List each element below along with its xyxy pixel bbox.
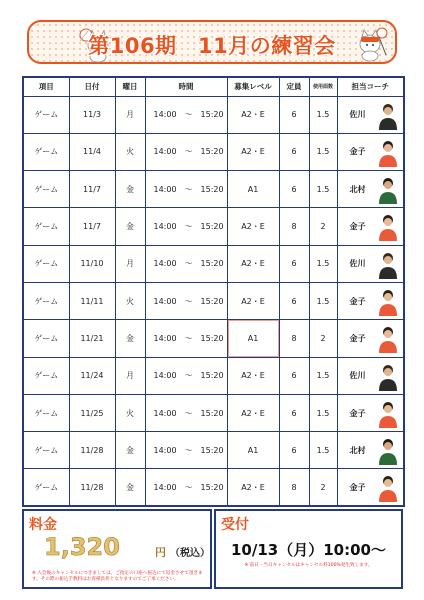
- table-header-row: [23, 77, 404, 96]
- cell-item: ゲーム: [23, 432, 69, 469]
- coach-name: 金子: [349, 482, 366, 492]
- cell-coach: [337, 282, 404, 319]
- cell-capacity: 6: [279, 282, 309, 319]
- cell-coach: [337, 208, 404, 245]
- cell-courts: 1.5: [309, 96, 337, 133]
- cell-day: 金: [115, 320, 145, 357]
- cell-courts: 2: [309, 320, 337, 357]
- col-header-item: 項目: [23, 77, 69, 96]
- cell-day: 火: [115, 133, 145, 170]
- cell-item: ゲーム: [23, 133, 69, 170]
- reception-note: ※ 前日・当日キャンセルはキャンセル料100%発生致します。: [244, 563, 373, 568]
- cell-level: A2・E: [227, 282, 279, 319]
- cell-level: A2・E: [227, 357, 279, 394]
- mascot-cat-right-icon: [355, 25, 389, 63]
- fee-note: ※ 入会後のキャンセルにつきましては、ご指定の口座へ振込にて返金させて頂きます。その際の振込手数料はお客様負担となりますのでご了承ください。: [32, 571, 203, 582]
- coach-name: 金子: [349, 147, 366, 157]
- cell-capacity: 8: [279, 208, 309, 245]
- coach-photo-icon: [377, 436, 399, 465]
- cell-date: 11/24: [69, 357, 115, 394]
- cell-time: 14:00 ～ 15:20: [145, 96, 227, 133]
- cell-time: 14:00 ～ 15:20: [145, 245, 227, 282]
- coach-name: 佐川: [349, 371, 366, 381]
- cell-level: A1: [227, 171, 279, 208]
- cell-day: 金: [115, 171, 145, 208]
- page-title: 第106期 11月の練習会: [88, 34, 336, 58]
- cell-day: 金: [115, 208, 145, 245]
- table-row: [23, 320, 404, 357]
- cell-courts: 1.5: [309, 171, 337, 208]
- table-row: [23, 432, 404, 469]
- cell-date: 11/28: [69, 432, 115, 469]
- cell-level: A1: [227, 432, 279, 469]
- coach-name: 金子: [349, 222, 366, 232]
- coach-name: 佐川: [349, 259, 366, 269]
- reception-datetime: 10/13（月）10:00～: [231, 541, 386, 559]
- cell-date: 11/7: [69, 208, 115, 245]
- cell-coach: [337, 432, 404, 469]
- cell-day: 金: [115, 469, 145, 506]
- coach-name: 金子: [349, 408, 366, 418]
- cell-courts: 2: [309, 208, 337, 245]
- reception-title: 受付: [221, 517, 249, 533]
- col-header-level: 募集レベル: [227, 77, 279, 96]
- cell-coach: [337, 96, 404, 133]
- col-header-coach: 担当コーチ: [337, 77, 404, 96]
- cell-coach: [337, 357, 404, 394]
- coach-photo-icon: [377, 138, 399, 167]
- cell-capacity: 6: [279, 394, 309, 431]
- schedule-table: [22, 76, 405, 507]
- table-row: [23, 96, 404, 133]
- cell-coach: [337, 394, 404, 431]
- coach-photo-icon: [377, 250, 399, 279]
- cell-date: 11/4: [69, 133, 115, 170]
- cell-capacity: 6: [279, 432, 309, 469]
- table-row: [23, 282, 404, 319]
- fee-box: [22, 509, 212, 589]
- cell-time: 14:00 ～ 15:20: [145, 282, 227, 319]
- cell-time: 14:00 ～ 15:20: [145, 394, 227, 431]
- cell-level: A2・E: [227, 394, 279, 431]
- cell-coach: [337, 469, 404, 506]
- table-row: [23, 133, 404, 170]
- cell-coach: [337, 133, 404, 170]
- cell-item: ゲーム: [23, 208, 69, 245]
- coach-photo-icon: [377, 175, 399, 204]
- col-header-courts: 使用面数: [309, 77, 337, 96]
- coach-photo-icon: [377, 324, 399, 353]
- coach-photo-icon: [377, 399, 399, 428]
- cell-time: 14:00 ～ 15:20: [145, 133, 227, 170]
- header-banner: [27, 20, 397, 64]
- cell-day: 火: [115, 282, 145, 319]
- cell-date: 11/21: [69, 320, 115, 357]
- cell-courts: 2: [309, 469, 337, 506]
- cell-capacity: 6: [279, 245, 309, 282]
- cell-date: 11/11: [69, 282, 115, 319]
- coach-name: 金子: [349, 333, 366, 343]
- fee-tax-label: （税込）: [170, 548, 210, 559]
- cell-day: 火: [115, 394, 145, 431]
- cell-time: 14:00 ～ 15:20: [145, 432, 227, 469]
- cell-item: ゲーム: [23, 282, 69, 319]
- cell-level: A2・E: [227, 133, 279, 170]
- cell-day: 月: [115, 245, 145, 282]
- table-row: [23, 469, 404, 506]
- table-row: [23, 171, 404, 208]
- coach-photo-icon: [377, 362, 399, 391]
- coach-name: 北村: [349, 184, 366, 194]
- cell-capacity: 6: [279, 357, 309, 394]
- col-header-capacity: 定員: [279, 77, 309, 96]
- table-row: [23, 357, 404, 394]
- fee-title: 料金: [29, 517, 57, 533]
- col-header-day: 曜日: [115, 77, 145, 96]
- coach-name: 金子: [349, 296, 366, 306]
- cell-time: 14:00 ～ 15:20: [145, 469, 227, 506]
- cell-coach: [337, 171, 404, 208]
- cell-day: 月: [115, 357, 145, 394]
- cell-item: ゲーム: [23, 245, 69, 282]
- coach-name: 北村: [349, 445, 366, 455]
- coach-name: 佐川: [349, 110, 366, 120]
- cell-item: ゲーム: [23, 171, 69, 208]
- cell-courts: 1.5: [309, 245, 337, 282]
- cell-date: 11/28: [69, 469, 115, 506]
- table-row: [23, 245, 404, 282]
- cell-time: 14:00 ～ 15:20: [145, 171, 227, 208]
- cell-capacity: 6: [279, 133, 309, 170]
- cell-item: ゲーム: [23, 357, 69, 394]
- cell-level: A2・E: [227, 245, 279, 282]
- cell-level: A2・E: [227, 469, 279, 506]
- cell-date: 11/25: [69, 394, 115, 431]
- table-row: [23, 208, 404, 245]
- cell-level: A2・E: [227, 96, 279, 133]
- cell-day: 月: [115, 96, 145, 133]
- cell-courts: 1.5: [309, 357, 337, 394]
- reception-box: [214, 509, 403, 589]
- cell-coach: [337, 320, 404, 357]
- fee-yen: 円: [155, 546, 166, 559]
- cell-date: 11/7: [69, 171, 115, 208]
- cell-item: ゲーム: [23, 96, 69, 133]
- cell-item: ゲーム: [23, 320, 69, 357]
- table-row: [23, 394, 404, 431]
- coach-photo-icon: [377, 212, 399, 241]
- cell-date: 11/3: [69, 96, 115, 133]
- cell-time: 14:00 ～ 15:20: [145, 320, 227, 357]
- cell-courts: 1.5: [309, 432, 337, 469]
- cell-courts: 1.5: [309, 394, 337, 431]
- cell-capacity: 8: [279, 469, 309, 506]
- cell-level: A2・E: [227, 208, 279, 245]
- cell-item: ゲーム: [23, 394, 69, 431]
- col-header-date: 日付: [69, 77, 115, 96]
- coach-photo-icon: [377, 287, 399, 316]
- cell-courts: 1.5: [309, 282, 337, 319]
- cell-day: 金: [115, 432, 145, 469]
- col-header-time: 時間: [145, 77, 227, 96]
- cell-capacity: 8: [279, 320, 309, 357]
- cell-time: 14:00 ～ 15:20: [145, 208, 227, 245]
- cell-item: ゲーム: [23, 469, 69, 506]
- cell-date: 11/10: [69, 245, 115, 282]
- cell-level: A1: [227, 320, 279, 357]
- coach-photo-icon: [377, 473, 399, 502]
- coach-photo-icon: [377, 101, 399, 130]
- fee-amount: 1,320: [44, 533, 120, 561]
- cell-capacity: 6: [279, 171, 309, 208]
- cell-time: 14:00 ～ 15:20: [145, 357, 227, 394]
- cell-coach: [337, 245, 404, 282]
- cell-courts: 1.5: [309, 133, 337, 170]
- cell-capacity: 6: [279, 96, 309, 133]
